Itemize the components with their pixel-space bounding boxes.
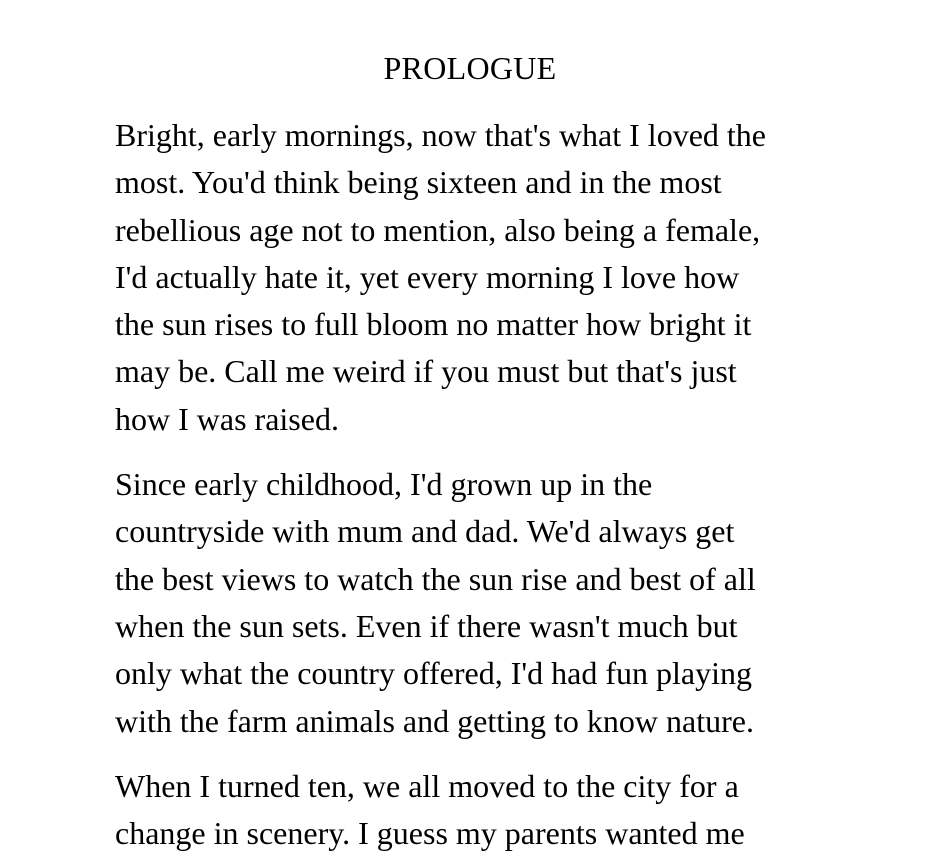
text-line: the sun rises to full bloom no matter how bright it (115, 306, 752, 343)
text-line: most. You'd think being sixteen and in the most (115, 164, 722, 201)
text-line: the best views to watch the sun rise and best of all (115, 560, 756, 597)
text-line: when the sun sets. Even if there wasn't much but (115, 607, 738, 644)
text-line: with the farm animals and getting to know nature. (115, 702, 754, 739)
text-line: Since early childhood, I'd grown up in the (115, 466, 653, 503)
text-line: rebellious age not to mention, also being a female, (115, 211, 761, 248)
body-text (115, 112, 855, 861)
paragraph (115, 461, 855, 745)
chapter-title: PROLOGUE (383, 50, 557, 86)
text-line: how I was raised. (115, 400, 339, 437)
text-line: may be. Call me weird if you must but that's just (115, 353, 737, 390)
text-line: only what the country offered, I'd had fun playing (115, 655, 752, 692)
text-line: When I turned ten, we all moved to the city for a (115, 767, 739, 804)
text-line: I'd actually hate it, yet every morning I love how (115, 258, 740, 295)
text-line: Bright, early mornings, now that's what I loved the (115, 117, 766, 153)
paragraph (115, 112, 855, 443)
paragraph (115, 763, 855, 858)
text-line: countryside with mum and dad. We'd always get (115, 513, 735, 550)
text-line: change in scenery. I guess my parents wanted me (115, 815, 745, 852)
